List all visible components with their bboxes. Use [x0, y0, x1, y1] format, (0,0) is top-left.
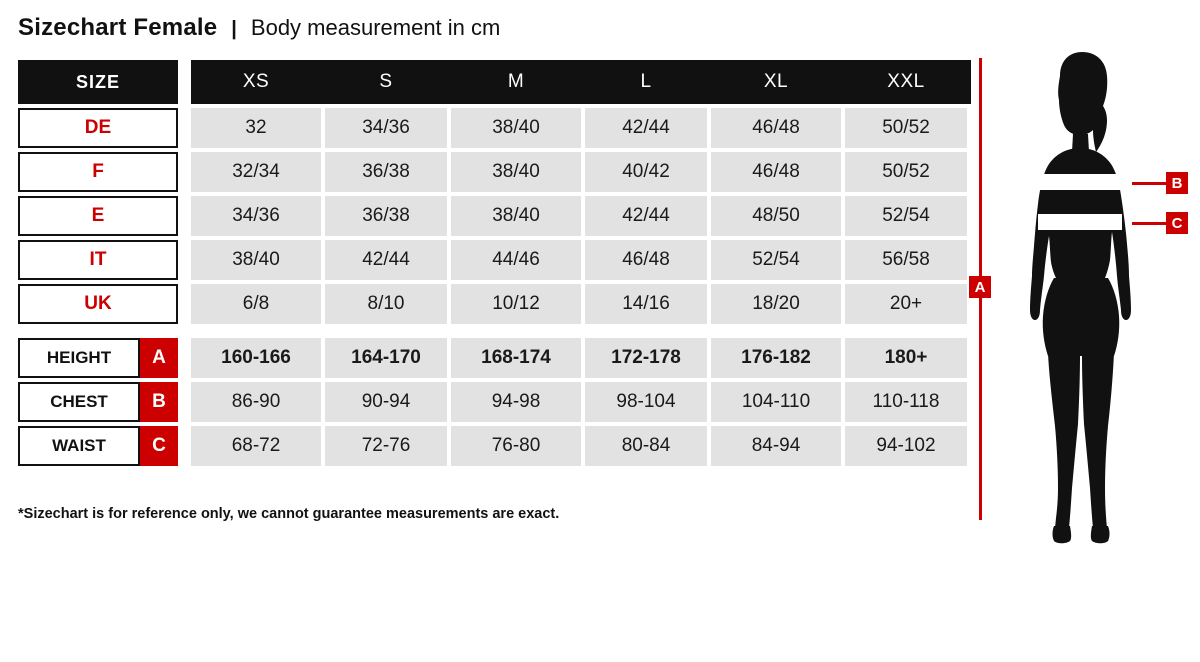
- cell-uk-s: 8/10: [321, 284, 451, 324]
- cell-e-xxl: 52/54: [841, 196, 971, 236]
- cell-e-xl: 48/50: [711, 196, 841, 236]
- cell-height-m: 168-174: [451, 338, 581, 378]
- cell-chest-m: 94-98: [451, 382, 581, 422]
- marker-a-height: A: [969, 276, 991, 298]
- cell-it-xxl: 56/58: [841, 240, 971, 280]
- column-header-xxl: XXL: [841, 60, 971, 104]
- page-title-main: Sizechart Female: [18, 14, 218, 41]
- row-label-waist: WAIST: [18, 426, 140, 466]
- table-row: [18, 284, 971, 324]
- table-header-row: [18, 60, 971, 104]
- cell-height-l: 172-178: [581, 338, 711, 378]
- cell-f-l: 40/42: [581, 152, 711, 192]
- female-silhouette-figure: [966, 48, 1194, 548]
- row-label-de: DE: [18, 108, 178, 148]
- cell-waist-xxl: 94-102: [841, 426, 971, 466]
- footnote-disclaimer: *Sizechart is for reference only, we cannot guarantee measurements are exact.: [18, 506, 560, 522]
- cell-f-m: 38/40: [451, 152, 581, 192]
- table-row: [18, 196, 971, 236]
- cell-de-m: 38/40: [451, 108, 581, 148]
- page-title-subtitle: Body measurement in cm: [250, 15, 501, 40]
- cell-uk-xxl: 20+: [841, 284, 971, 324]
- row-label-chest: CHEST: [18, 382, 140, 422]
- marker-c-waist: C: [1166, 212, 1188, 234]
- cell-de-xxl: 50/52: [841, 108, 971, 148]
- chest-measure-line: [1132, 182, 1168, 185]
- row-label-height-container: [18, 338, 178, 378]
- badge-c: C: [140, 426, 178, 466]
- cell-waist-xs: 68-72: [191, 426, 321, 466]
- cell-it-m: 44/46: [451, 240, 581, 280]
- sizechart-table-container: [18, 60, 966, 466]
- row-label-uk: UK: [18, 284, 178, 324]
- row-label-waist-container: [18, 426, 178, 466]
- table-row: [18, 426, 971, 466]
- column-header-l: L: [581, 60, 711, 104]
- column-header-m: M: [451, 60, 581, 104]
- cell-chest-xl: 104-110: [711, 382, 841, 422]
- cell-it-s: 42/44: [321, 240, 451, 280]
- cell-e-s: 36/38: [321, 196, 451, 236]
- cell-de-xs: 32: [191, 108, 321, 148]
- cell-waist-xl: 84-94: [711, 426, 841, 466]
- row-label-it: IT: [18, 240, 178, 280]
- row-label-e: E: [18, 196, 178, 236]
- row-label-height: HEIGHT: [18, 338, 140, 378]
- table-row: [18, 240, 971, 280]
- cell-e-l: 42/44: [581, 196, 711, 236]
- table-row: [18, 338, 971, 378]
- female-body-silhouette-icon: [966, 48, 1194, 548]
- cell-uk-l: 14/16: [581, 284, 711, 324]
- table-row: [18, 108, 971, 148]
- badge-b: B: [140, 382, 178, 422]
- cell-uk-m: 10/12: [451, 284, 581, 324]
- cell-waist-m: 76-80: [451, 426, 581, 466]
- cell-it-xs: 38/40: [191, 240, 321, 280]
- page-title-separator: |: [231, 18, 237, 40]
- cell-f-s: 36/38: [321, 152, 451, 192]
- badge-a: A: [140, 338, 178, 378]
- cell-e-m: 38/40: [451, 196, 581, 236]
- cell-f-xxl: 50/52: [841, 152, 971, 192]
- cell-e-xs: 34/36: [191, 196, 321, 236]
- cell-height-xs: 160-166: [191, 338, 321, 378]
- cell-it-l: 46/48: [581, 240, 711, 280]
- cell-de-s: 34/36: [321, 108, 451, 148]
- cell-chest-xxl: 110-118: [841, 382, 971, 422]
- row-label-chest-container: [18, 382, 178, 422]
- cell-de-l: 42/44: [581, 108, 711, 148]
- row-label-f: F: [18, 152, 178, 192]
- waist-measure-line: [1132, 222, 1168, 225]
- cell-chest-s: 90-94: [321, 382, 451, 422]
- cell-waist-l: 80-84: [581, 426, 711, 466]
- marker-b-chest: B: [1166, 172, 1188, 194]
- column-header-size: SIZE: [18, 60, 178, 104]
- table-row: [18, 152, 971, 192]
- cell-uk-xs: 6/8: [191, 284, 321, 324]
- cell-it-xl: 52/54: [711, 240, 841, 280]
- cell-f-xs: 32/34: [191, 152, 321, 192]
- page-title: [18, 14, 500, 42]
- cell-de-xl: 46/48: [711, 108, 841, 148]
- cell-height-xl: 176-182: [711, 338, 841, 378]
- cell-chest-l: 98-104: [581, 382, 711, 422]
- cell-height-xxl: 180+: [841, 338, 971, 378]
- cell-f-xl: 46/48: [711, 152, 841, 192]
- cell-chest-xs: 86-90: [191, 382, 321, 422]
- column-header-xl: XL: [711, 60, 841, 104]
- column-header-xs: XS: [191, 60, 321, 104]
- cell-height-s: 164-170: [321, 338, 451, 378]
- sizechart-table: [18, 60, 971, 466]
- cell-uk-xl: 18/20: [711, 284, 841, 324]
- cell-waist-s: 72-76: [321, 426, 451, 466]
- table-row: [18, 382, 971, 422]
- column-header-s: S: [321, 60, 451, 104]
